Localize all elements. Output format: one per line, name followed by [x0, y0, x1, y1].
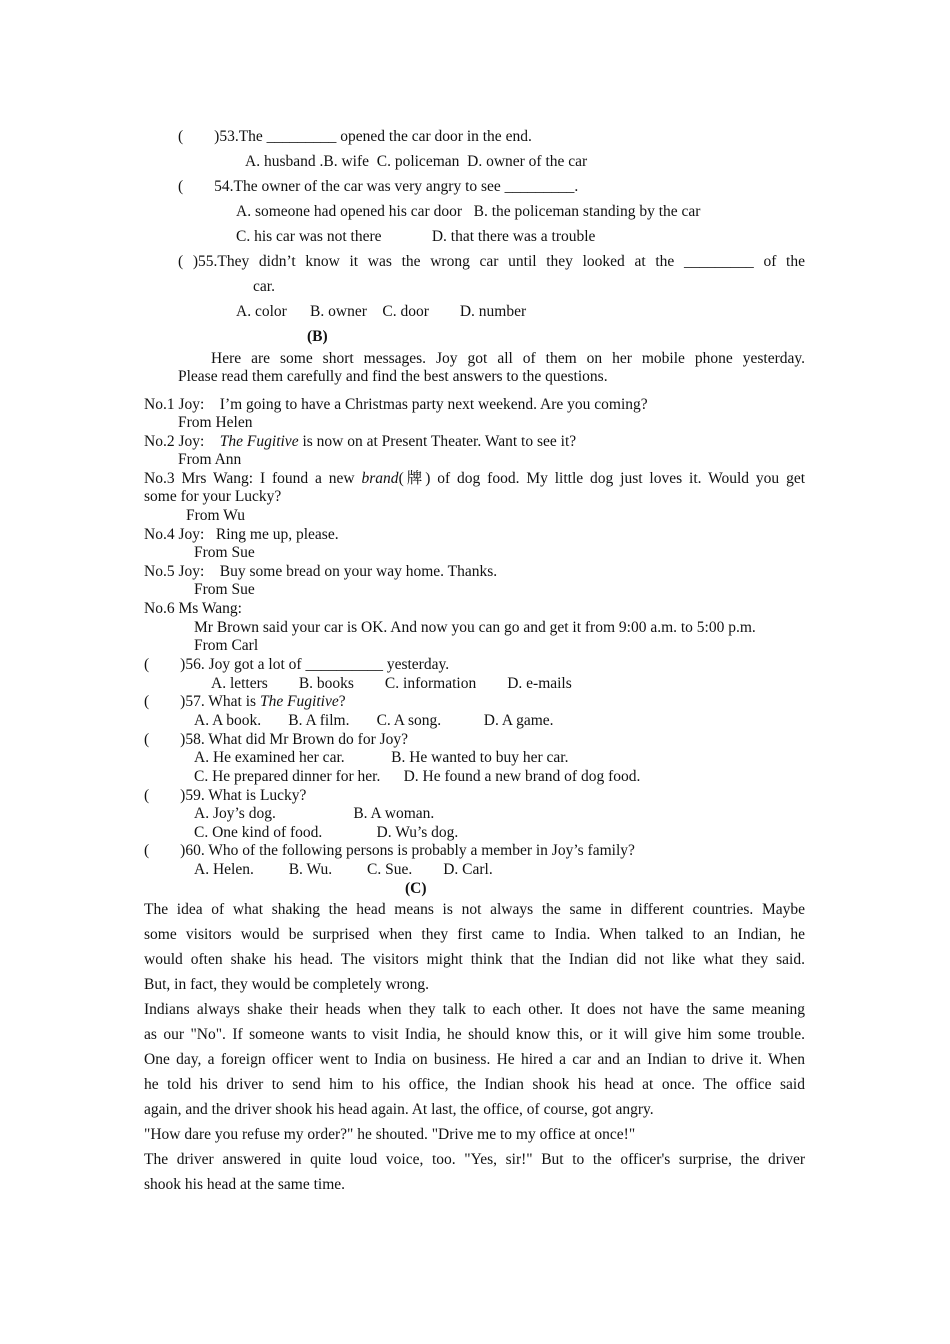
q55-stem-1: ( )55.They didn’t know it was the wrong car until they looked at the _________ of the: [178, 253, 805, 270]
passage-line: as our "No". If someone wants to visit India, he should know this, or it will give him some trouble.: [144, 1026, 805, 1043]
message-5-from: From Sue: [194, 581, 255, 598]
passage-line: "How dare you refuse my order?" he shouted. "Drive me to my office at once!": [144, 1126, 636, 1143]
q59-options-1: A. Joy’s dog. B. A woman.: [194, 805, 435, 822]
message-4: No.4 Joy: Ring me up, please.: [144, 526, 339, 543]
passage-line: Indians always shake their heads when they talk to each other. It does not have the same meaning: [144, 1001, 805, 1018]
q59-stem: ( )59. What is Lucky?: [144, 787, 307, 804]
q55-stem-2: car.: [253, 278, 275, 295]
message-2-rest: is now on at Present Theater. Want to see it?: [298, 433, 577, 450]
message-6-from: From Carl: [194, 637, 259, 654]
section-b-intro-2: Please read them carefully and find the best answers to the questions.: [178, 368, 608, 385]
q53-stem: ( )53.The _________ opened the car door in the end.: [178, 128, 532, 145]
message-4-from: From Sue: [194, 544, 255, 561]
q53-options: A. husband .B. wife C. policeman D. owner of the car: [245, 153, 588, 170]
q54-options-2: C. his car was not there D. that there was a trouble: [236, 228, 596, 245]
q59-options-2: C. One kind of food. D. Wu’s dog.: [194, 824, 459, 841]
passage-line: he told his driver to send him to his office, the Indian shook his head at once. The office said: [144, 1076, 805, 1093]
q60-stem: ( )60. Who of the following persons is probably a member in Joy’s family?: [144, 842, 635, 859]
message-6-body: Mr Brown said your car is OK. And now you can go and get it from 9:00 a.m. to 5:00 p.m.: [194, 619, 756, 636]
q58-options-1: A. He examined her car. B. He wanted to buy her car.: [194, 749, 569, 766]
message-2-from: From Ann: [178, 451, 242, 468]
section-c-heading: (C): [405, 880, 427, 897]
passage-line: some visitors would be surprised when they first came to India. When talked to an Indian, he: [144, 926, 805, 943]
message-3-rest: (牌) of dog food. My little dog just loves it. Would you get: [398, 470, 805, 487]
passage-line: One day, a foreign officer went to India on business. He hired a car and an Indian to drive it. When: [144, 1051, 805, 1068]
message-5: No.5 Joy: Buy some bread on your way home. Thanks.: [144, 563, 498, 580]
q54-stem: ( 54.The owner of the car was very angry to see _________.: [178, 178, 579, 195]
passage-line: again, and the driver shook his head again. At last, the office, of course, got angry.: [144, 1101, 654, 1118]
message-3-from: From Wu: [186, 507, 245, 524]
q57-options: A. A book. B. A film. C. A song. D. A game.: [194, 712, 554, 729]
section-b-intro-1: Here are some short messages. Joy got all of them on her mobile phone yesterday.: [211, 350, 805, 367]
message-3-brand: brand: [361, 470, 399, 487]
q60-options: A. Helen. B. Wu. C. Sue. D. Carl.: [194, 861, 493, 878]
q54-options-1: A. someone had opened his car door B. the policeman standing by the car: [236, 203, 701, 220]
q57-prefix: ( )57. What is: [144, 693, 260, 710]
section-b-heading: (B): [307, 328, 328, 345]
message-2: [144, 432, 576, 452]
message-3-prefix: No.3 Mrs Wang: I found a new: [144, 470, 362, 487]
passage-line: The driver answered in quite loud voice, too. "Yes, sir!" But to the officer's surprise, the driver: [144, 1151, 805, 1168]
q57-title: The Fugitive: [259, 693, 339, 710]
q56-stem: ( )56. Joy got a lot of __________ yesterday.: [144, 656, 450, 673]
passage-line: shook his head at the same time.: [144, 1176, 346, 1193]
message-6: No.6 Ms Wang:: [144, 600, 242, 617]
q57-stem: [144, 692, 346, 712]
q56-options: A. letters B. books C. information D. e-mails: [211, 675, 572, 692]
message-1-from: From Helen: [178, 414, 253, 431]
passage-line: The idea of what shaking the head means is not always the same in different countries. Maybe: [144, 901, 805, 918]
message-2-title: The Fugitive: [219, 433, 299, 450]
message-3-line2: some for your Lucky?: [144, 488, 282, 505]
message-2-prefix: No.2 Joy:: [144, 433, 220, 450]
q58-stem: ( )58. What did Mr Brown do for Joy?: [144, 731, 409, 748]
message-1: No.1 Joy: I’m going to have a Christmas party next weekend. Are you coming?: [144, 396, 648, 413]
q55-options: A. color B. owner C. door D. number: [236, 303, 527, 320]
passage-line: would often shake his head. The visitors might think that the Indian did not like what they said.: [144, 951, 805, 968]
q58-options-2: C. He prepared dinner for her. D. He found a new brand of dog food.: [194, 768, 641, 785]
message-3: [144, 469, 805, 489]
q57-suffix: ?: [338, 693, 346, 710]
passage-line: But, in fact, they would be completely wrong.: [144, 976, 429, 993]
